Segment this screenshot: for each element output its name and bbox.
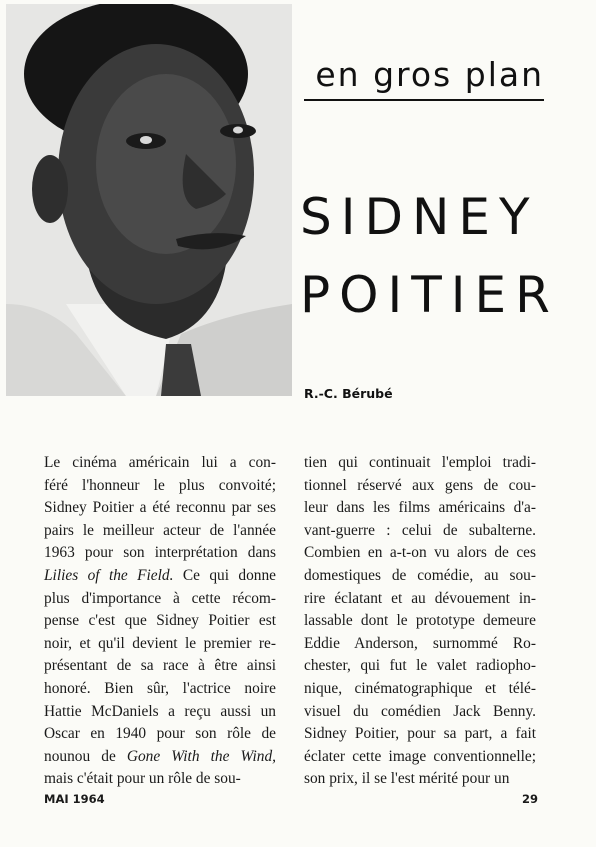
text-line: Combien en a-t-on vu alors de ces: [304, 544, 536, 562]
text-line: noir, et qu'il devient le premier re-: [44, 634, 276, 652]
article-title: [300, 178, 559, 334]
text-line: plus d'importance à cette récom-: [44, 589, 276, 607]
text-line: féré l'honneur le plus convoité;: [44, 476, 276, 494]
text-line: nique, cinématographique et télé-: [304, 679, 536, 697]
film-title-gone-with-the-wind: Gone With the Wind,: [126, 747, 276, 765]
text-line: chester, qui fut le valet radiopho-: [304, 657, 536, 675]
text-line-italic-title: nounou de Gone With the Wind,: [44, 747, 276, 765]
text-line-italic-title: Lilies of the Field. Ce qui donne: [44, 566, 276, 584]
text-line: Le cinéma américain lui a con-: [44, 454, 276, 471]
text-line: leur dans les films américains d'a-: [304, 499, 536, 517]
text-line: vant-guerre : celui de subalterne.: [304, 521, 536, 539]
text-line: son prix, il se l'est mérité pour un: [304, 770, 510, 788]
film-title-lilies: Lilies of the Field.: [44, 566, 174, 584]
text-line: tien qui continuait l'emploi tradi-: [304, 454, 536, 471]
text-line: visuel du comédien Jack Benny.: [304, 702, 536, 720]
text-line: présentant de sa race à être ainsi: [44, 657, 276, 675]
page-number: 29: [522, 792, 539, 806]
text-line: lassable dont le prototype demeure: [304, 612, 536, 630]
text-line: Eddie Anderson, surnommé Ro-: [304, 634, 536, 652]
text-line: rire éclatant et au dévouement in-: [304, 589, 536, 607]
title-line-1: SIDNEY: [300, 188, 539, 246]
text-line: honoré. Bien sûr, l'actrice noire: [44, 679, 276, 697]
text-line: pense c'est que Sidney Poitier est: [44, 612, 276, 630]
text-line: Oscar en 1940 pour son rôle de: [44, 725, 276, 743]
portrait-illustration: [6, 4, 292, 396]
text-line: Sidney Poitier a été reconnu par ses: [44, 499, 276, 517]
author-byline: R.-C. Bérubé: [304, 386, 393, 401]
title-line-2: POITIER: [300, 266, 559, 324]
text-line: Hattie McDaniels a reçu aussi un: [44, 702, 276, 720]
text-line: Sidney Poitier, pour sa part, a fait: [304, 725, 536, 743]
text-column-2: [304, 452, 536, 791]
text-column-1: [44, 452, 276, 791]
text-line: éclater cette image conventionnelle;: [304, 747, 536, 765]
text-line: pairs le meilleur acteur de l'année: [44, 521, 276, 539]
kicker-underline: [304, 99, 544, 101]
text-line: domestiques de comédie, au sou-: [304, 566, 536, 584]
text-line: mais c'était pour un rôle de sou-: [44, 770, 241, 788]
section-kicker: en gros plan: [315, 55, 544, 94]
text-line: 1963 pour son interprétation dans: [44, 544, 276, 562]
text-line: tionnel réservé aux gens de cou-: [304, 476, 536, 494]
issue-date: MAI 1964: [44, 792, 105, 806]
portrait-photo: [6, 4, 292, 396]
